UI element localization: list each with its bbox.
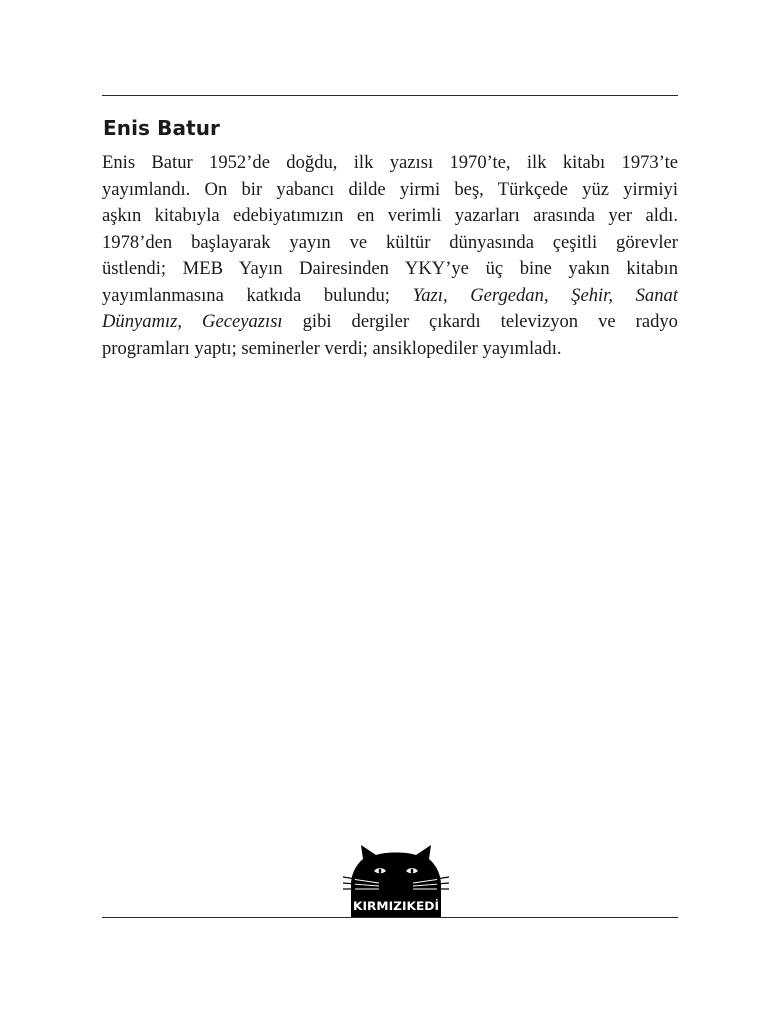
bio-line: programları yaptı; seminerler verdi; ansiklopediler yayımladı. (102, 337, 562, 359)
bio-line (102, 283, 678, 310)
bio-line: 1978’den başlayarak yayın ve kültür dünyasında çeşitli görevler (102, 231, 678, 253)
bio-line: aşkın kitabıyla edebiyatımızın en verimli yazarları arasında yer aldı. (102, 205, 678, 226)
publisher-logo (343, 843, 449, 917)
bio-line (102, 309, 678, 336)
bio-text-segment: yayımlanmasına katkıda bulundu; (102, 284, 390, 306)
cat-icon (343, 843, 449, 917)
author-biography (102, 150, 678, 362)
bio-line: yayımlandı. On bir yabancı dilde yirmi beş, Türkçede yüz yirmiyi (102, 178, 678, 200)
magazine-titles-italic: Yazı, Gergedan, Şehir, Sanat (412, 284, 678, 306)
bio-line: üstlendi; MEB Yayın Dairesinden YKY’ye üç bine yakın kitabın (102, 258, 678, 279)
author-name-heading: Enis Batur (103, 116, 221, 140)
bio-line: Enis Batur 1952’de doğdu, ilk yazısı 1970’te, ilk kitabı 1973’te (102, 152, 678, 173)
bio-text-segment: gibi dergiler çıkardı televizyon ve radyo (302, 311, 678, 332)
publisher-wordmark: KIRMIZIKEDİ (353, 899, 434, 913)
top-divider (102, 95, 678, 96)
bottom-divider (102, 917, 678, 918)
magazine-titles-italic: Dünyamız, Geceyazısı (102, 311, 283, 332)
